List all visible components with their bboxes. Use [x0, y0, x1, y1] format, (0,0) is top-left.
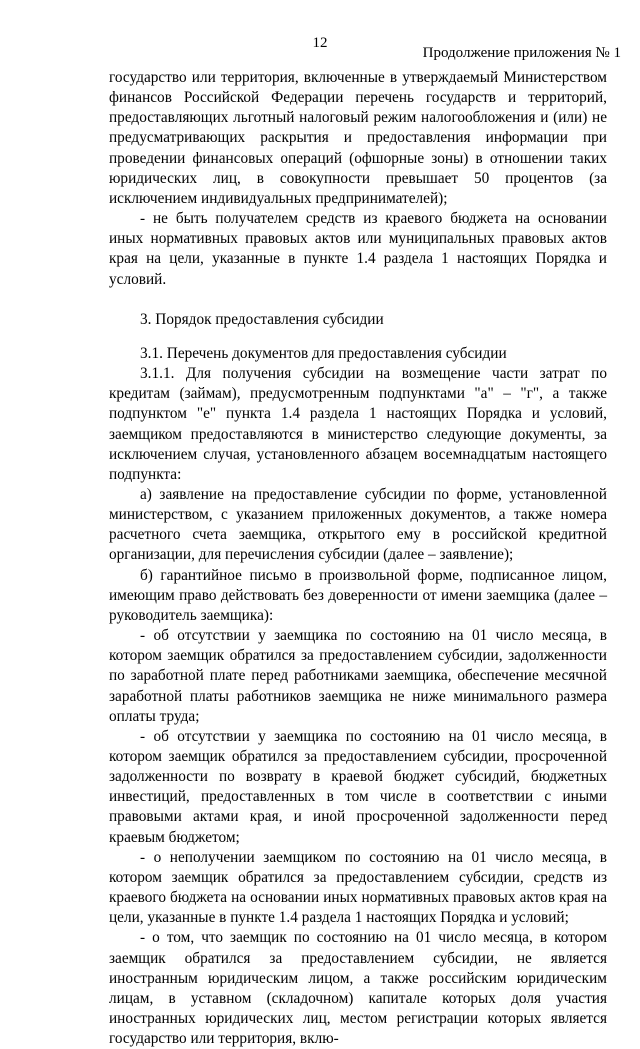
- paragraph-item-b: б) гарантийное письмо в произвольной форме, подписанное лицом, имеющим право действовать без доверенности от имени заемщика (далее – руководитель заемщика):: [109, 566, 607, 624]
- section-heading: 3. Порядок предоставления субсидии: [140, 310, 384, 328]
- paragraph-3-1-1: 3.1.1. Для получения субсидии на возмещение части затрат по кредитам (займам), предусмотренным подпунктами "а" – "г", а также подпунктом "е" пункта 1.4 раздела 1 настоящих Порядка и условий, заемщиком предоставляются в министерство следующие документы, за исключением случая, установленного абзацем восемнадцатым настоящего подпункта:: [109, 365, 607, 483]
- document-body: [109, 68, 607, 1049]
- paragraph-bullet-salary: - об отсутствии у заемщика по состоянию на 01 число месяца, в котором заемщик обратился за предоставлением субсидии, задолженности по заработной плате перед работниками заемщика, обеспечение месячной заработной платы работников заемщика не ниже минимального размера оплаты труда;: [109, 627, 607, 725]
- paragraph-item-a: а) заявление на предоставление субсидии по форме, установленной министерством, с указанием приложенных документов, а также номера расчетного счета заемщика, открытого ему в российской кредитной организации, для перечисления субсидии (далее – заявление);: [109, 485, 607, 564]
- paragraph-requirement: - не быть получателем средств из краевого бюджета на основании иных нормативных правовых актов или муниципальных правовых актов края на цели, указанные в пункте 1.4 раздела 1 настоящих Порядка и условий.: [109, 210, 607, 288]
- paragraph-bullet-foreign: - о том, что заемщик по состоянию на 01 число месяца, в котором заемщик обратился за предоставлением субсидии, не является иностранным юридическим лицом, а также российским юридическим лицам, в уставном (складочном) капитале которых доля участия иностранных юридических лиц, местом регистрации которых является государство или территория, вклю-: [109, 929, 607, 1048]
- page-number: 12: [312, 35, 328, 51]
- paragraph-bullet-funds: - о неполучении заемщиком по состоянию на 01 число месяца, в котором заемщик обратился за предоставлением субсидии, средств из краевого бюджета на основании иных нормативных правовых актов края на цели, указанные в пункте 1.4 раздела 1 настоящих Порядка и условий;: [109, 848, 607, 927]
- appendix-continuation: Продолжение приложения № 1: [422, 45, 621, 61]
- paragraph-continued: государство или территория, включенные в утверждаемый Министерством финансов Российской Федерации перечень государств и территорий, предоставляющих льготный налоговый режим налогообложения и (или) не предусматривающих раскрытия и предоставления информации при проведении финансовых операций (офшорные зоны) в отношении таких юридических лиц, в совокупности превышает 50 процентов (за исключением индивидуальных предпринимателей);: [109, 69, 607, 207]
- subsection-heading: 3.1. Перечень документов для предоставления субсидии: [140, 344, 507, 362]
- paragraph-bullet-debt: - об отсутствии у заемщика по состоянию на 01 число месяца, в котором заемщик обратился за предоставлением субсидии, просроченной задолженности по возврату в краевой бюджет субсидий, бюджетных инвестиций, предоставленных в том числе в соответствии с иными правовыми актами края, и иной просроченной задолженности перед краевым бюджетом;: [109, 727, 607, 846]
